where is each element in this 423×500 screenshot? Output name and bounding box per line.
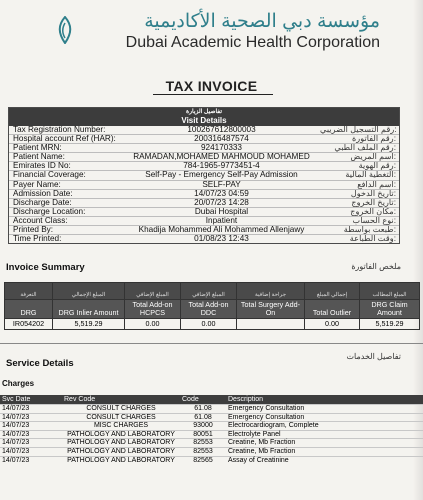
visit-field-value: Khadija Mohammed Ali Mohammed Allenjawy xyxy=(138,226,305,235)
invoice-summary-col-header: Total Add-on DDC xyxy=(181,300,237,319)
invoice-summary-col-header-ar: المبلغ الإضافي xyxy=(125,283,181,300)
visit-details-box xyxy=(8,107,400,244)
visit-field-label: Admission Date: xyxy=(13,189,73,198)
service-col-header: Svc Date xyxy=(0,395,62,405)
service-code: 93000 xyxy=(180,422,226,431)
invoice-summary-cell xyxy=(237,319,305,330)
visit-row xyxy=(9,152,399,161)
charges-subtitle: Charges xyxy=(2,379,35,388)
rev-code: PATHOLOGY AND LABORATORY xyxy=(62,439,180,448)
visit-field-label-ar: مكان الخروج: xyxy=(350,207,396,216)
visit-field-label-ar: التغطية المالية: xyxy=(345,171,396,180)
visit-field-value: Inpatient xyxy=(205,216,238,225)
visit-field-label-ar: اسم الدافع: xyxy=(357,180,396,189)
visit-field-label: Patient Name: xyxy=(13,153,65,162)
visit-field-label-ar: رقم الهوية: xyxy=(358,162,396,171)
invoice-summary-title-ar: ملخص الفاتورة xyxy=(351,262,401,271)
visit-field-label-ar: رقم الملف الطبي: xyxy=(334,144,396,153)
service-date: 14/07/23 xyxy=(0,405,62,414)
service-description: Assay of Creatinine xyxy=(226,456,423,464)
invoice-summary-body xyxy=(5,319,420,330)
table-row xyxy=(0,439,423,448)
org-name-arabic: مؤسسة دبي الصحية الأكاديمية xyxy=(144,11,380,32)
visit-row xyxy=(9,207,399,216)
visit-field-value: 01/08/23 12:43 xyxy=(194,235,249,244)
service-details-table xyxy=(0,395,423,464)
visit-field-label: Discharge Location: xyxy=(13,207,86,216)
visit-field-label-ar: تاريخ الخروج: xyxy=(351,198,396,207)
rev-code: PATHOLOGY AND LABORATORY xyxy=(62,447,180,456)
service-code: 82565 xyxy=(180,456,226,464)
visit-details-heading: Visit Details xyxy=(181,116,227,125)
visit-field-label: Discharge Date: xyxy=(13,198,72,207)
visit-field-label: Account Class: xyxy=(13,216,68,225)
visit-field-label-ar: نوع الحساب: xyxy=(352,216,396,225)
invoice-summary-cell: 0.00 xyxy=(181,319,237,330)
visit-row xyxy=(9,126,399,134)
table-row xyxy=(0,405,423,414)
dahc-logo-icon xyxy=(54,16,76,44)
service-date: 14/07/23 xyxy=(0,447,62,456)
service-code: 80051 xyxy=(180,430,226,439)
table-row xyxy=(0,456,423,464)
invoice-summary-cell: 5,519.29 xyxy=(360,319,420,330)
org-name-english: Dubai Academic Health Corporation xyxy=(125,34,380,51)
visit-row xyxy=(9,170,399,179)
table-row xyxy=(0,413,423,422)
rev-code: PATHOLOGY AND LABORATORY xyxy=(62,430,180,439)
rev-code: CONSULT CHARGES xyxy=(62,413,180,422)
invoice-summary-col-header: DRG Inlier Amount xyxy=(53,300,125,319)
table-row xyxy=(0,430,423,439)
table-row xyxy=(5,319,420,330)
service-date: 14/07/23 xyxy=(0,430,62,439)
visit-row xyxy=(9,180,399,189)
service-details-title-ar: تفاصيل الخدمات xyxy=(346,352,401,361)
visit-row xyxy=(9,189,399,198)
service-date: 14/07/23 xyxy=(0,422,62,431)
visit-row xyxy=(9,216,399,225)
visit-field-label: Payer Name: xyxy=(13,180,61,189)
invoice-summary-col-header: Total Outlier xyxy=(305,300,360,319)
service-details-body xyxy=(0,405,423,465)
service-code: 82553 xyxy=(180,447,226,456)
visit-field-label: Time Printed: xyxy=(13,235,62,244)
visit-row xyxy=(9,143,399,152)
visit-field-label-ar: وقت الطباعة: xyxy=(349,235,396,244)
visit-field-value: Self-Pay - Emergency Self-Pay Admission xyxy=(145,171,298,180)
visit-row xyxy=(9,161,399,170)
section-divider xyxy=(0,343,423,344)
invoice-summary-col-header: DRG xyxy=(5,300,53,319)
service-description: Electrocardiogram, Complete xyxy=(226,422,423,431)
visit-field-value: 924170333 xyxy=(201,144,242,153)
service-date: 14/07/23 xyxy=(0,413,62,422)
visit-field-label: Tax Registration Number: xyxy=(13,126,106,134)
document-title: TAX INVOICE xyxy=(165,78,258,94)
visit-field-value: SELF-PAY xyxy=(202,180,241,189)
invoice-summary-col-header-ar: المبلغ المطالب xyxy=(360,283,420,300)
invoice-summary-col-header-ar: جراحة إضافية xyxy=(237,283,305,300)
service-col-header: Rev Code xyxy=(62,395,180,405)
title-underline xyxy=(153,94,273,95)
service-description: Creatine, Mb Fraction xyxy=(226,447,423,456)
visit-details-heading-ar: تفاصيل الزيارة xyxy=(186,109,222,115)
visit-row xyxy=(9,234,399,243)
invoice-summary-table xyxy=(4,282,420,330)
invoice-summary-title: Invoice Summary xyxy=(6,262,85,273)
invoice-summary-cell: IR054202 xyxy=(5,319,53,330)
invoice-summary-col-header: DRG Claim Amount xyxy=(360,300,420,319)
service-description: Emergency Consultation xyxy=(226,413,423,422)
service-col-header: Code xyxy=(180,395,226,405)
visit-field-label: Printed By: xyxy=(13,226,54,235)
visit-field-value: Dubai Hospital xyxy=(194,207,249,216)
invoice-summary-col-header-ar: إجمالي المبلغ xyxy=(305,283,360,300)
visit-field-value: 200316487574 xyxy=(194,135,249,144)
service-code: 61.08 xyxy=(180,405,226,414)
service-date: 14/07/23 xyxy=(0,439,62,448)
visit-field-value: 784-1965-9773451-4 xyxy=(183,162,260,171)
visit-field-label: Patient MRN: xyxy=(13,144,62,153)
visit-field-label-ar: تاريخ الدخول: xyxy=(350,189,396,198)
visit-row xyxy=(9,134,399,143)
invoice-summary-arabic-header xyxy=(5,283,420,300)
visit-field-label-ar: رقم التسجيل الضريبي: xyxy=(320,126,397,134)
table-row xyxy=(0,447,423,456)
service-date: 14/07/23 xyxy=(0,456,62,464)
rev-code: MISC CHARGES xyxy=(62,422,180,431)
invoice-summary-col-header-ar: المبلغ الإضافي xyxy=(181,283,237,300)
service-description: Emergency Consultation xyxy=(226,405,423,414)
visit-field-value: 100267612800003 xyxy=(187,126,256,134)
invoice-summary-cell: 0.00 xyxy=(125,319,181,330)
service-col-header: Description xyxy=(226,395,423,405)
invoice-summary-cell: 0.00 xyxy=(305,319,360,330)
service-description: Creatine, Mb Fraction xyxy=(226,439,423,448)
invoice-summary-col-header-ar: التعرفة xyxy=(5,283,53,300)
visit-field-label: Financial Coverage: xyxy=(13,171,86,180)
visit-field-value: 20/07/23 14:28 xyxy=(194,198,249,207)
invoice-summary-col-header-ar: المبلغ الإجمالي xyxy=(53,283,125,300)
visit-field-label-ar: طبعت بواسطة: xyxy=(343,226,396,235)
invoice-summary-header xyxy=(5,300,420,319)
service-details-title: Service Details xyxy=(6,358,74,369)
visit-field-label-ar: اسم المريض: xyxy=(350,153,396,162)
visit-field-value: RAMADAN,MOHAMED MAHMOUD MOHAMED xyxy=(133,153,310,162)
service-details-header xyxy=(0,395,423,405)
visit-row xyxy=(9,198,399,207)
visit-field-label-ar: رقم الفاتورة: xyxy=(351,135,396,144)
visit-field-label: Hospital account Ref (HAR): xyxy=(13,135,116,144)
visit-details-header xyxy=(9,108,399,126)
invoice-summary-col-header: Total Add-on HCPCS xyxy=(125,300,181,319)
service-code: 61.08 xyxy=(180,413,226,422)
service-description: Electrolyte Panel xyxy=(226,430,423,439)
visit-details-rows xyxy=(9,126,399,243)
visit-field-value: 14/07/23 04:59 xyxy=(194,189,249,198)
invoice-summary-cell: 5,519.29 xyxy=(53,319,125,330)
table-row xyxy=(0,422,423,431)
invoice-summary-col-header: Total Surgery Add-On xyxy=(237,300,305,319)
service-code: 82553 xyxy=(180,439,226,448)
visit-row xyxy=(9,225,399,234)
rev-code: CONSULT CHARGES xyxy=(62,405,180,414)
rev-code: PATHOLOGY AND LABORATORY xyxy=(62,456,180,464)
visit-field-label: Emirates ID No: xyxy=(13,162,71,171)
